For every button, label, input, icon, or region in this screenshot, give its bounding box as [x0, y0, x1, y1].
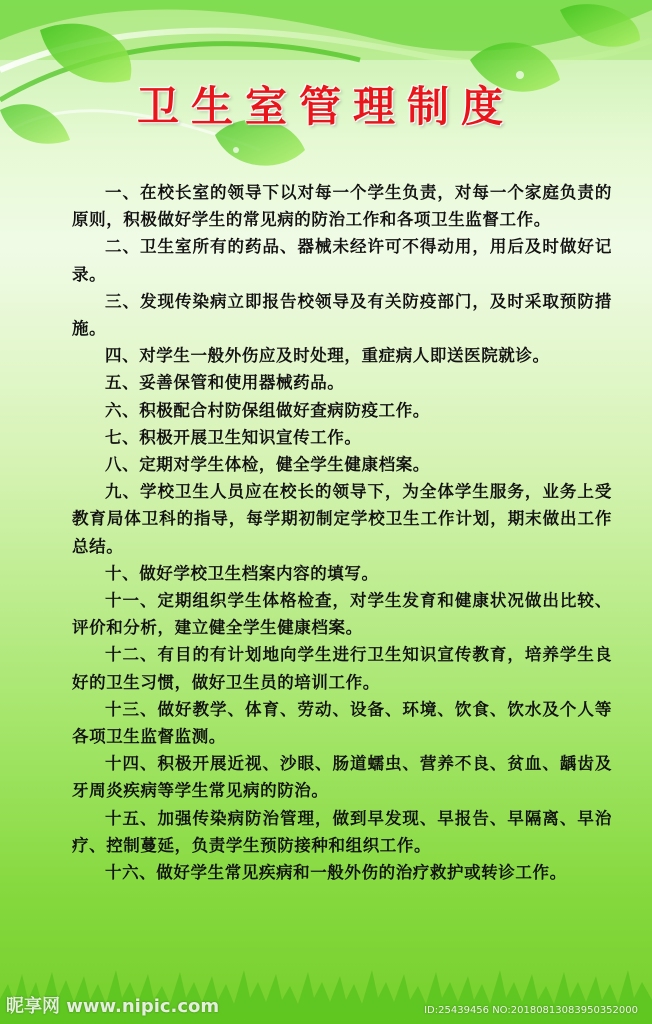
- rule-item: 八、定期对学生体检，健全学生健康档案。: [105, 455, 430, 475]
- rule-item: 二、卫生室所有的药品、器械未经许可不得动用，用后及时做好记录。: [72, 237, 612, 284]
- rule-item: 七、积极开展卫生知识宣传工作。: [105, 427, 362, 447]
- watermark-left: 昵享网 www.nipic.com: [6, 996, 220, 1017]
- rule-item: 十五、加强传染病防治管理，做到早发现、早报告、早隔离、早治疗、控制蔓延，负责学生预防接种和组织工作。: [72, 808, 612, 855]
- rule-item: 十三、做好教学、体育、劳动、设备、环境、饮食、饮水及个人等各项卫生监督监测。: [72, 699, 612, 747]
- rules-list: [72, 179, 612, 886]
- rule-item: 四、对学生一般外伤应及时处理，重症病人即送医院就诊。: [105, 346, 550, 366]
- rule-item: 十四、积极开展近视、沙眼、肠道蠕虫、营养不良、贫血、龋齿及牙周炎疾病等学生常见病的防治。: [72, 754, 612, 801]
- rule-item: 一、在校长室的领导下以对每一个学生负责，对每一个家庭负责的原则，积极做好学生的常见病的防治工作和各项卫生监督工作。: [72, 183, 612, 230]
- page-title: 卫生室管理制度: [136, 82, 515, 131]
- rule-item: 十二、有目的有计划地向学生进行卫生知识宣传教育，培养学生良好的卫生习惯，做好卫生员的培训工作。: [72, 645, 612, 692]
- rule-item: 十六、做好学生常见疾病和一般外伤的治疗救护或转诊工作。: [105, 863, 567, 883]
- rule-item: 三、发现传染病立即报告校领导及有关防疫部门，及时采取预防措施。: [72, 291, 612, 339]
- rule-item: 十、做好学校卫生档案内容的填写。: [105, 563, 379, 583]
- rule-item: 五、妥善保管和使用器械药品。: [105, 373, 345, 393]
- watermark-right: ID:25439456 NO:20180813083950352000: [424, 1005, 638, 1016]
- rule-item: 十一、定期组织学生体格检查，对学生发育和健康状况做出比较、评价和分析，建立健全学生健康档案。: [72, 591, 612, 638]
- rule-item: 九、学校卫生人员应在校长的领导下，为全体学生服务，业务上受教育局体卫科的指导，每学期初制定学校卫生工作计划，期末做出工作总结。: [72, 482, 612, 556]
- rule-item: 六、积极配合村防保组做好查病防疫工作。: [105, 400, 430, 420]
